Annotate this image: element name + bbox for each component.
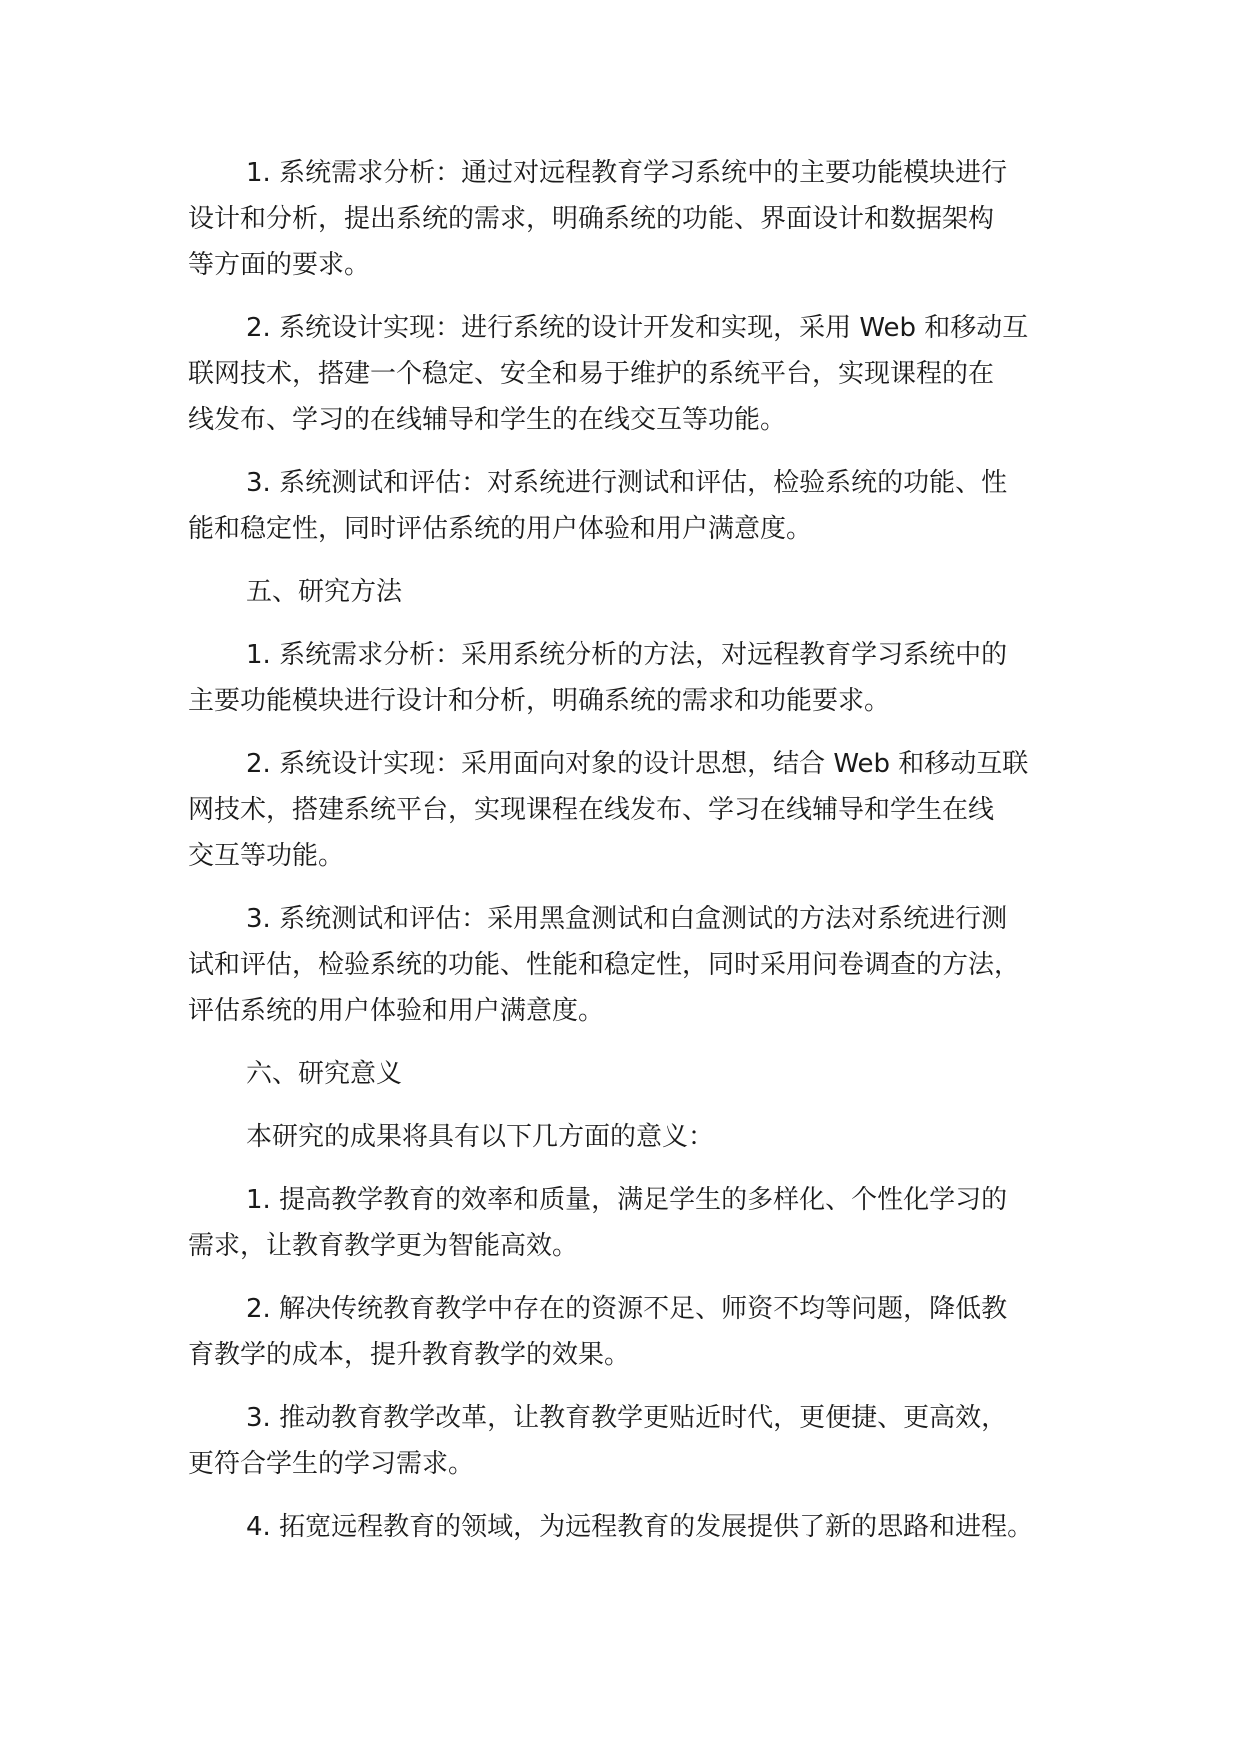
text-line: 试和评估，检验系统的功能、性能和稳定性，同时采用问卷调查的方法， (188, 950, 1021, 980)
text-line: 能和稳定性，同时评估系统的用户体验和用户满意度。 (188, 514, 813, 544)
paragraph-method-testing (188, 896, 1088, 1034)
text-line: 1. 系统需求分析：通过对远程教育学习系统中的主要功能模块进行 (246, 158, 1008, 188)
text-line: 主要功能模块进行设计和分析，明确系统的需求和功能要求。 (188, 686, 891, 716)
text-line: 3. 系统测试和评估：采用黑盒测试和白盒测试的方法对系统进行测 (246, 904, 1008, 934)
paragraph-requirements-analysis (188, 150, 1088, 288)
text-line: 更符合学生的学习需求。 (188, 1449, 475, 1479)
text-line: 育教学的成本，提升教育教学的效果。 (188, 1340, 631, 1370)
text-line: 需求，让教育教学更为智能高效。 (188, 1231, 579, 1261)
paragraph-method-design (188, 741, 1088, 879)
paragraph-significance-1 (188, 1177, 1088, 1269)
text-line: 1. 提高教学教育的效率和质量，满足学生的多样化、个性化学习的 (246, 1185, 1008, 1215)
text-line: 2. 解决传统教育教学中存在的资源不足、师资不均等问题，降低教 (246, 1294, 1008, 1324)
text-line: 联网技术，搭建一个稳定、安全和易于维护的系统平台，实现课程的在 (188, 359, 995, 389)
text-line: 评估系统的用户体验和用户满意度。 (188, 996, 605, 1026)
paragraph-significance-4 (188, 1504, 1088, 1550)
paragraph-testing-evaluation (188, 460, 1088, 552)
paragraph-significance-3 (188, 1395, 1088, 1487)
paragraph-significance-2 (188, 1286, 1088, 1378)
paragraph-method-requirements (188, 632, 1088, 724)
text-line: 线发布、学习的在线辅导和学生的在线交互等功能。 (188, 405, 787, 435)
section-heading-research-methods (188, 569, 1088, 615)
text-line: 2. 系统设计实现：采用面向对象的设计思想，结合 Web 和移动互联 (246, 749, 1029, 779)
section-heading-research-significance (188, 1051, 1088, 1097)
text-line: 3. 推动教育教学改革，让教育教学更贴近时代，更便捷、更高效， (246, 1403, 1008, 1433)
paragraph-design-implementation (188, 305, 1088, 443)
heading-text: 五、研究方法 (246, 577, 403, 607)
paragraph-significance-intro (188, 1114, 1088, 1160)
text-line: 本研究的成果将具有以下几方面的意义： (246, 1122, 715, 1152)
text-line: 1. 系统需求分析：采用系统分析的方法，对远程教育学习系统中的 (246, 640, 1008, 670)
text-line: 2. 系统设计实现：进行系统的设计开发和实现，采用 Web 和移动互 (246, 313, 1029, 343)
text-line: 等方面的要求。 (188, 250, 371, 280)
document-body (188, 150, 1088, 1567)
text-line: 4. 拓宽远程教育的领域，为远程教育的发展提供了新的思路和进程。 (246, 1512, 1034, 1542)
text-line: 网技术，搭建系统平台，实现课程在线发布、学习在线辅导和学生在线 (188, 795, 995, 825)
heading-text: 六、研究意义 (246, 1059, 403, 1089)
text-line: 设计和分析，提出系统的需求，明确系统的功能、界面设计和数据架构 (188, 204, 995, 234)
text-line: 交互等功能。 (188, 841, 345, 871)
text-line: 3. 系统测试和评估：对系统进行测试和评估，检验系统的功能、性 (246, 468, 1008, 498)
